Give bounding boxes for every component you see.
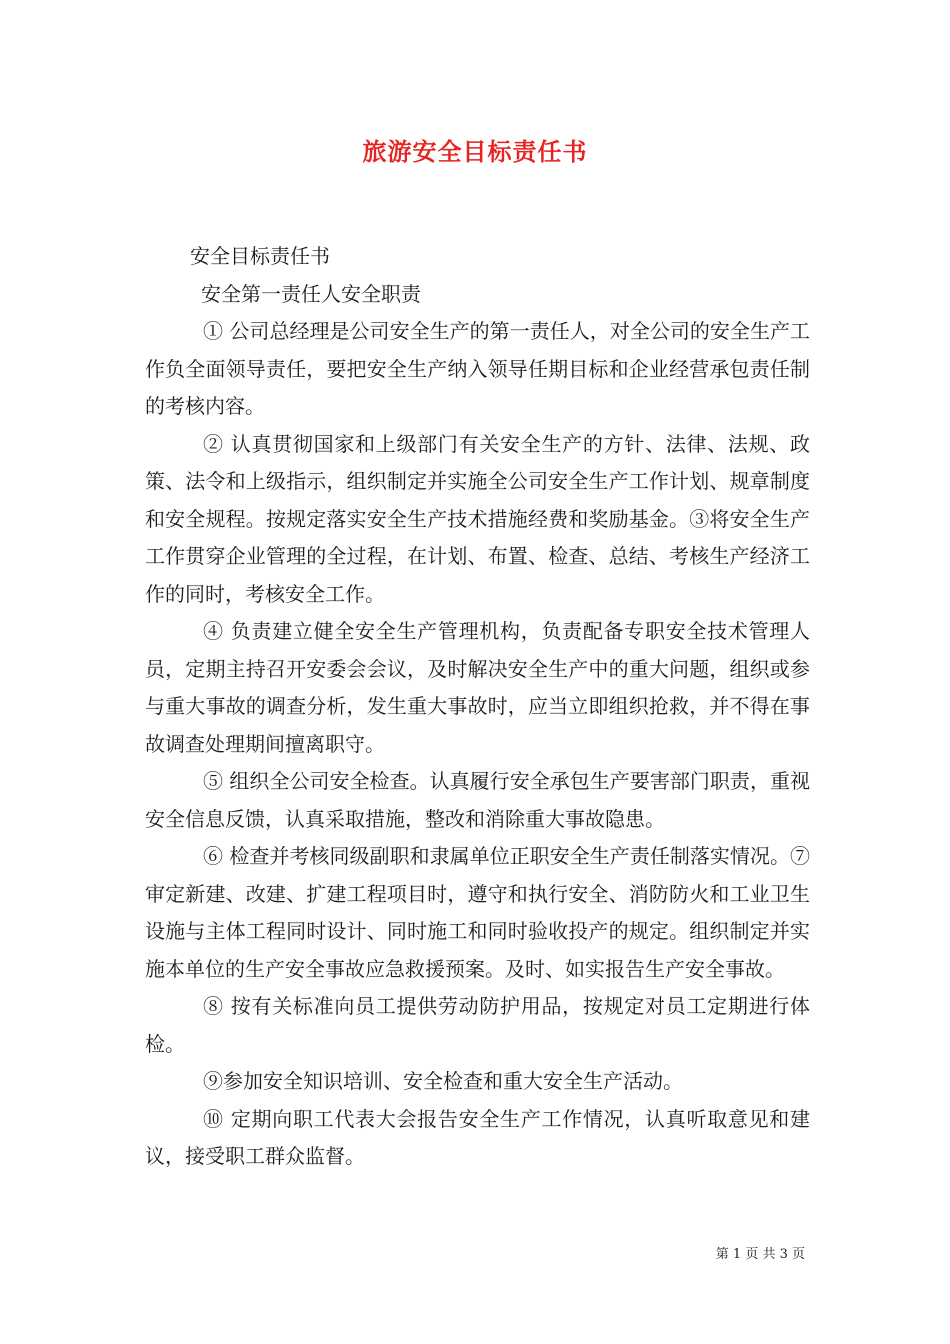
subsection-heading: 安全第一责任人安全职责 — [201, 281, 421, 306]
paragraph-item-9: ⑨参加安全知识培训、安全检查和重大安全生产活动。 — [203, 1069, 683, 1093]
paragraph-item-1: ① 公司总经理是公司安全生产的第一责任人，对全公司的安全生产工作负全面领导责任，要把安全生产纳入领导任期目标和企业经营承包责任制的考核内容。 — [145, 319, 810, 418]
document-body — [145, 238, 810, 1176]
document-title: 旅游安全目标责任书 — [362, 138, 588, 166]
paragraph-item-10: ⑩ 定期向职工代表大会报告安全生产工作情况，认真听取意见和建议，接受职工群众监督。 — [145, 1106, 810, 1168]
page-number: 第 1 页 共 3 页 — [715, 1247, 805, 1262]
paragraph-item-6: ⑥ 检查并考核同级副职和隶属单位正职安全生产责任制落实情况。⑦审定新建、改建、扩建工程项目时，遵守和执行安全、消防防火和工业卫生设施与主体工程同时设计、同时施工和同时验收投产的规定。组织制定并实施本单位的生产安全事故应急救援预案。及时、如实报告生产安全事故。 — [145, 844, 810, 981]
section-heading: 安全目标责任书 — [190, 244, 330, 268]
paragraph-item-8: ⑧ 按有关标准向员工提供劳动防护用品，按规定对员工定期进行体检。 — [145, 994, 810, 1056]
paragraph-item-5: ⑤ 组织全公司安全检查。认真履行安全承包生产要害部门职责，重视安全信息反馈，认真采取措施，整改和消除重大事故隐患。 — [145, 769, 810, 831]
paragraph-item-2: ② 认真贯彻国家和上级部门有关安全生产的方针、法律、法规、政策、法令和上级指示，组织制定并实施全公司安全生产工作计划、规章制度和安全规程。按规定落实安全生产技术措施经费和奖励基金。③将安全生产工作贯穿企业管理的全过程，在计划、布置、检查、总结、考核生产经济工作的同时，考核安全工作。 — [145, 431, 810, 606]
paragraph-item-4: ④ 负责建立健全安全生产管理机构，负责配备专职安全技术管理人员，定期主持召开安委会会议，及时解决安全生产中的重大问题，组织或参与重大事故的调查分析，发生重大事故时，应当立即组织抢救，并不得在事故调查处理期间擅离职守。 — [145, 619, 810, 756]
